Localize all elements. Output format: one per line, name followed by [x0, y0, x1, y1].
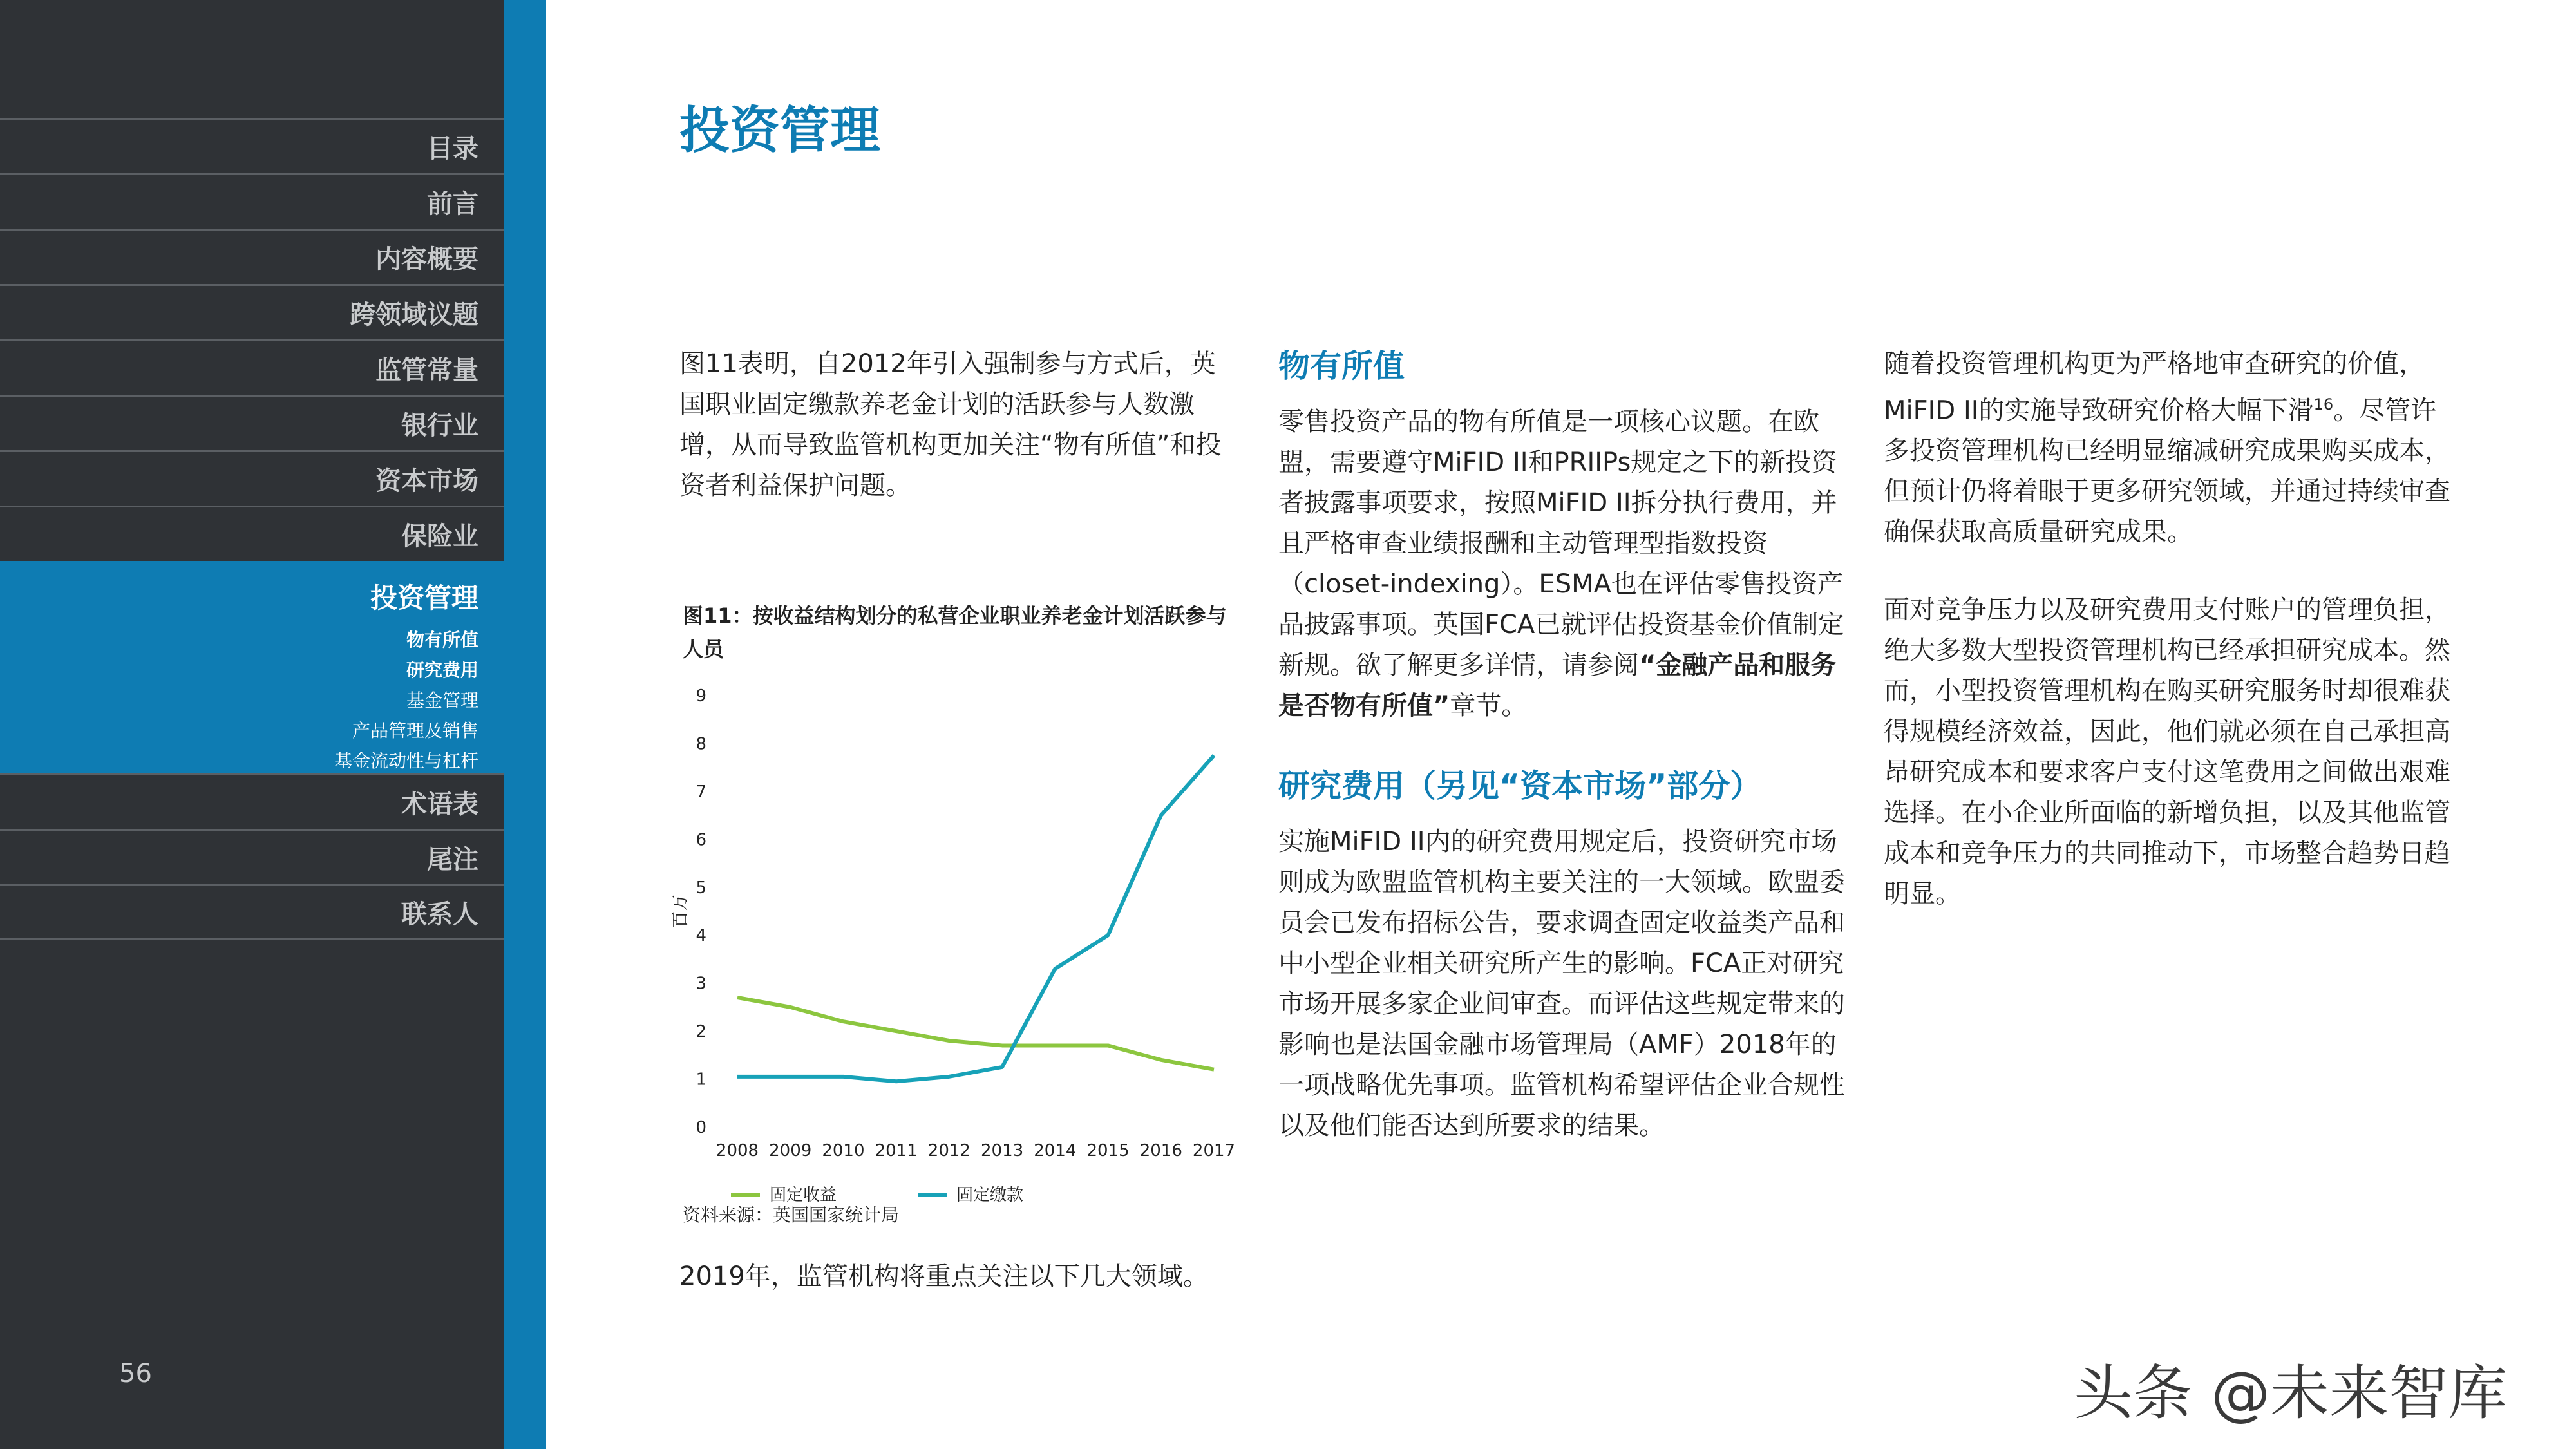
y-tick-label: 2 — [696, 1022, 706, 1042]
footnote-ref[interactable]: 16 — [2313, 395, 2334, 413]
sidebar-subitem[interactable]: 物有所值 — [406, 629, 478, 650]
x-tick-label: 2014 — [1034, 1141, 1077, 1160]
column-2 — [1278, 344, 1845, 1146]
value-paragraph — [1278, 402, 1845, 726]
chart-title: 图11：按收益结构划分的私营企业职业养老金计划活跃参与人员 — [683, 603, 1227, 661]
x-tick-label: 2008 — [715, 1141, 759, 1160]
value-text-end: 章节。 — [1450, 691, 1528, 721]
x-tick-label: 2017 — [1192, 1141, 1236, 1160]
sidebar — [0, 0, 504, 1449]
x-tick-label: 2016 — [1139, 1141, 1182, 1160]
series-line — [737, 998, 1214, 1070]
column-1 — [679, 344, 1233, 506]
sidebar-item[interactable]: 术语表 — [0, 773, 504, 829]
x-tick-label: 2010 — [822, 1141, 865, 1160]
y-tick-label: 1 — [696, 1070, 706, 1090]
y-tick-label: 6 — [696, 830, 706, 850]
sidebar-item[interactable]: 保险业 — [0, 506, 504, 561]
series-line — [737, 755, 1214, 1081]
section-heading-value: 物有所值 — [1278, 348, 1405, 384]
line-chart — [667, 673, 1259, 1205]
sidebar-subitem[interactable]: 研究费用 — [406, 659, 478, 681]
x-tick-label: 2015 — [1086, 1141, 1130, 1160]
x-tick-label: 2012 — [927, 1141, 971, 1160]
column-3 — [1884, 344, 2450, 914]
sidebar-subitem[interactable]: 基金流动性与杠杆 — [334, 750, 478, 772]
y-tick-label: 7 — [696, 782, 706, 802]
y-tick-label: 9 — [696, 687, 706, 706]
x-tick-label: 2011 — [875, 1141, 918, 1160]
y-tick-label: 5 — [696, 878, 706, 898]
column3-paragraph-2: 面对竞争压力以及研究费用支付账户的管理负担，绝大多数大型投资管理机构已经承担研究成本。然而，小型投资管理机构在购买研究服务时却很难获得规模经济效益，因此，他们就必须在自己承担高昂研究成本和要求客户支付这笔费用之间做出艰难选择。在小企业所面临的新增负担，以及其他监管成本和竞争压力的共同推动下，市场整合趋势日趋明显。 — [1884, 595, 2450, 909]
research-paragraph: 实施MiFID II内的研究费用规定后，投资研究市场则成为欧盟监管机构主要关注的一大领域。欧盟委员会已发布招标公告，要求调查固定收益类产品和中小型企业相关研究所产生的影响。FCA正对研究市场开展多家企业间审查。而评估这些规定带来的影响也是法国金融市场管理局（AMF）2018年的一项战略优先事项。监管机构希望评估企业合规性以及他们能否达到所要求的结果。 — [1278, 827, 1845, 1141]
sidebar-nav — [0, 118, 504, 940]
sidebar-item[interactable]: 监管常量 — [0, 339, 504, 395]
page-title: 投资管理 — [679, 102, 881, 160]
watermark: 头条 @未来智库 — [2074, 1359, 2508, 1428]
accent-stripe — [504, 0, 546, 1449]
y-tick-label: 0 — [696, 1118, 706, 1137]
sidebar-item[interactable]: 目录 — [0, 118, 504, 173]
x-tick-label: 2009 — [769, 1141, 812, 1160]
column3-paragraph-1 — [1884, 344, 2450, 553]
y-tick-label: 3 — [696, 974, 706, 994]
x-tick-label: 2013 — [981, 1141, 1024, 1160]
legend-label: 固定收益 — [770, 1186, 837, 1205]
chart-source: 资料来源：英国国家统计局 — [683, 1204, 900, 1226]
sidebar-item-active[interactable] — [0, 561, 504, 773]
sidebar-item[interactable]: 尾注 — [0, 829, 504, 884]
section-heading-research: 研究费用（另见“资本市场”部分） — [1278, 768, 1762, 804]
sidebar-subitem[interactable]: 基金管理 — [406, 690, 478, 711]
sidebar-item[interactable]: 前言 — [0, 173, 504, 229]
sidebar-item[interactable]: 内容概要 — [0, 229, 504, 284]
sidebar-item[interactable]: 资本市场 — [0, 450, 504, 506]
y-tick-label: 4 — [696, 926, 706, 946]
sidebar-active-label[interactable]: 投资管理 — [370, 582, 478, 614]
intro-paragraph: 图11表明，自2012年引入强制参与方式后，英国职业固定缴款养老金计划的活跃参与人数激增，从而导致监管机构更加关注“物有所值”和投资者利益保护问题。 — [679, 349, 1222, 500]
after-chart-paragraph: 2019年，监管机构将重点关注以下几大领域。 — [679, 1262, 1209, 1291]
legend-label: 固定缴款 — [956, 1186, 1024, 1205]
y-axis-label: 百万 — [671, 894, 690, 929]
col3-text-end: 。尽管许多投资管理机构已经明显缩减研究成果购买成本，但预计仍将着眼于更多研究领域，并通过持续审查确保获取高质量研究成果。 — [1884, 395, 2450, 547]
sidebar-item[interactable]: 联系人 — [0, 884, 504, 940]
page-number: 56 — [119, 1359, 152, 1388]
y-tick-label: 8 — [696, 734, 706, 754]
col3-text: 随着投资管理机构更为严格地审查研究的价值，MiFID II的实施导致研究价格大幅下滑 — [1884, 349, 2425, 426]
link-reference[interactable]: “金融产品和服务是否物有所值” — [1278, 650, 1837, 721]
sidebar-item[interactable]: 跨领域议题 — [0, 284, 504, 339]
sidebar-subitem[interactable]: 产品管理及销售 — [352, 720, 478, 741]
value-text: 零售投资产品的物有所值是一项核心议题。在欧盟，需要遵守MiFID II和PRIIPs规定之下的新投资者披露事项要求，按照MiFID II拆分执行费用，并且严格审查业绩报酬和主动管理型指数投资（closet-indexing）。ESMA也在评估零售投资产品披露事项。英国FCA已就评估投资基金价值制定新规。欲了解更多详情，请参阅 — [1278, 407, 1844, 680]
sidebar-item[interactable]: 银行业 — [0, 395, 504, 450]
